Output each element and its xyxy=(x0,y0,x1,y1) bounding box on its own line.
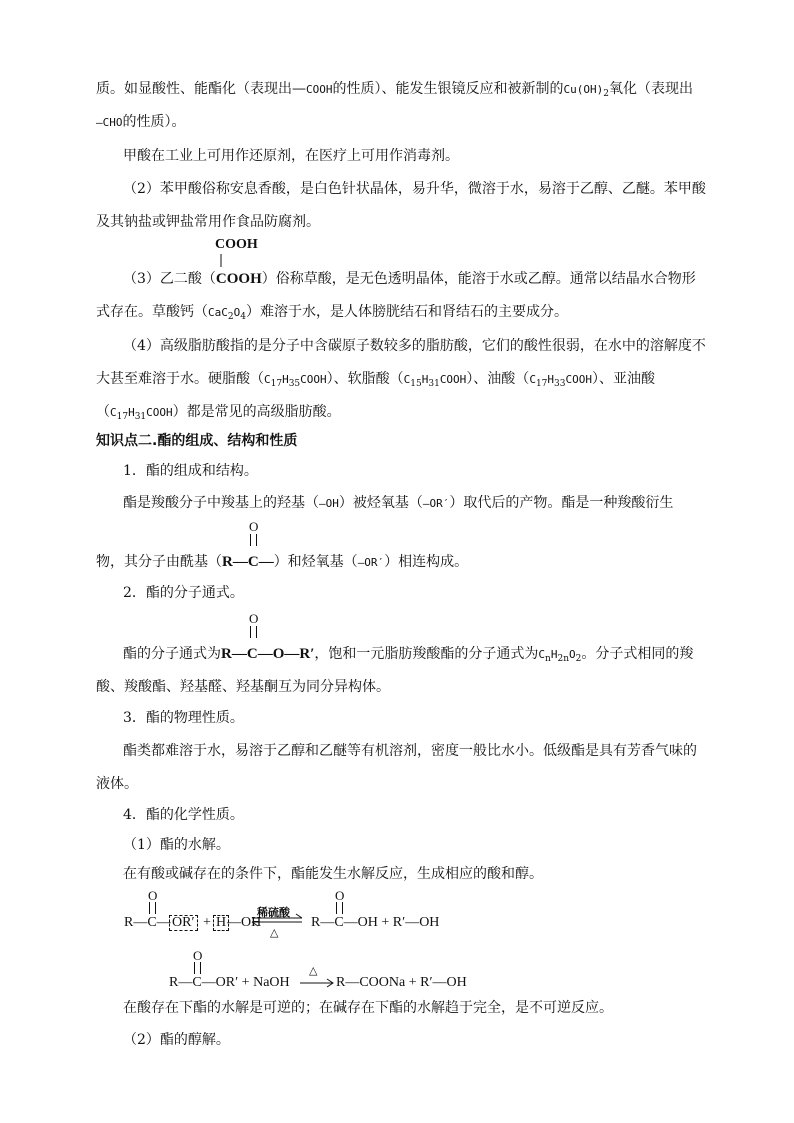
paragraph-line: 酯是羧酸分子中羧基上的羟基（—OH）被烃氧基（—OR′）取代后的产物。酯是一种羧酸衍生 xyxy=(123,495,674,511)
subsection-title: （2）酯的醇解。 xyxy=(123,1032,230,1048)
double-bond xyxy=(149,902,156,914)
paragraph-line: 酸、羧酸酯、羟基醛、羟基酮互为同分异构体。 xyxy=(96,679,390,695)
paragraph-line: 甲酸在工业上可用作还原剂，在医疗上可用作消毒剂。 xyxy=(123,148,459,164)
double-bond xyxy=(250,534,257,546)
products: R—C—OH + R′—OH xyxy=(311,915,440,930)
reactant-acyl: R—C— xyxy=(124,915,171,930)
acyl-oxygen: O xyxy=(249,519,259,534)
single-bond: — xyxy=(258,554,274,570)
paragraph-line: 在有酸或碱存在的条件下，酯能发生水解反应，生成相应的酸和醇。 xyxy=(123,866,543,882)
paragraph-line: 液体。 xyxy=(96,776,138,792)
subsection-title: （1）酯的水解。 xyxy=(123,837,230,853)
single-bond: — xyxy=(257,646,273,662)
paragraph-line: —CHO的性质）。 xyxy=(96,114,186,130)
carbonyl-oxygen: O xyxy=(335,888,345,903)
paragraph-line: （4）高级脂肪酸指的是分子中含碳原子数较多的脂肪酸，它们的酸性很弱，在水中的溶解度不 xyxy=(123,338,706,354)
forward-arrow xyxy=(0,0,1,1)
oxalic-acid-top: COOH xyxy=(215,237,258,252)
paragraph-line: 酯类都难溶于水，易溶于乙醇和乙醚等有机溶剂，密度一般比水小。低级酯是具有芳香气味的 xyxy=(123,743,697,759)
heat-symbol: △ xyxy=(270,926,279,939)
reactants: R—C—OR′ + NaOH xyxy=(169,975,290,990)
ester-bond-box: OR′ xyxy=(169,915,198,931)
single-bond: — xyxy=(231,646,247,662)
carbonyl-oxygen: O xyxy=(148,888,158,903)
paragraph-line: 质。如显酸性、能酯化（表现出—COOH的性质）、能发生银镜反应和被新制的$Cu(OH)_2$氧化（表现出 xyxy=(96,81,693,99)
single-bond: — xyxy=(232,554,248,570)
paragraph-line: （2）苯甲酸俗称安息香酸，是白色针状晶体，易升华，微溶于水，易溶于乙醇、乙醚。苯甲酸 xyxy=(123,181,706,197)
subsection-title: 4．酯的化学性质。 xyxy=(123,807,244,823)
section-heading: 知识点二.酯的组成、结构和性质 xyxy=(96,433,298,449)
double-bond xyxy=(336,902,343,914)
paragraph-line: 在酸存在下酯的水解是可逆的；在碱存在下酯的水解趋于完全，是不可逆反应。 xyxy=(123,1000,613,1016)
paragraph-line: 物，其分子由酰基（R—C—）和烃氧基（—OR′）相连构成。 xyxy=(96,554,469,570)
plus-sign: + xyxy=(203,915,211,930)
single-bond: — xyxy=(284,646,300,662)
ester-oxygen: O xyxy=(249,611,259,626)
catalyst-label: 稀硫酸 xyxy=(257,906,290,919)
paragraph-line: 大甚至难溶于水。硬脂酸$(C_{17}H_{35}COOH)$、软脂酸$(C_{15}H_{31}COOH)$、油酸$(C_{17}H_{33}COOH)$、亚油酸 xyxy=(96,371,655,389)
paragraph-line: 及其钠盐或钾盐常用作食品防腐剂。 xyxy=(96,214,320,230)
water-oh: —OH xyxy=(227,915,262,930)
paragraph-line: $(C_{17}H_{31}COOH)$都是常见的高级脂肪酸。 xyxy=(96,404,341,422)
paragraph-line: 式存在。草酸钙$(CaC_2O_4)$难溶于水，是人体膀胱结石和肾结石的主要成分。 xyxy=(96,304,568,322)
paragraph-line: （3）乙二酸（COOH）俗称草酸，是无色透明晶体，能溶于水或乙醇。通常以结晶水合物形 xyxy=(123,271,696,287)
subsection-title: 1．酯的组成和结构。 xyxy=(123,463,258,479)
paragraph-line: 酯的分子通式为R—C—O—R′，饱和一元脂肪羧酸酯的分子通式为$C_nH_{2n}O_2$。分子式相同的羧 xyxy=(123,646,694,664)
heat-symbol: △ xyxy=(309,964,318,977)
double-bond xyxy=(250,626,257,638)
water-h-box: H xyxy=(213,915,229,931)
products: R—COONa + R′—OH xyxy=(336,975,467,990)
carbonyl-oxygen: O xyxy=(193,948,203,963)
subsection-title: 3．酯的物理性质。 xyxy=(123,710,244,726)
subsection-title: 2．酯的分子通式。 xyxy=(123,585,244,601)
double-bond xyxy=(194,962,201,974)
